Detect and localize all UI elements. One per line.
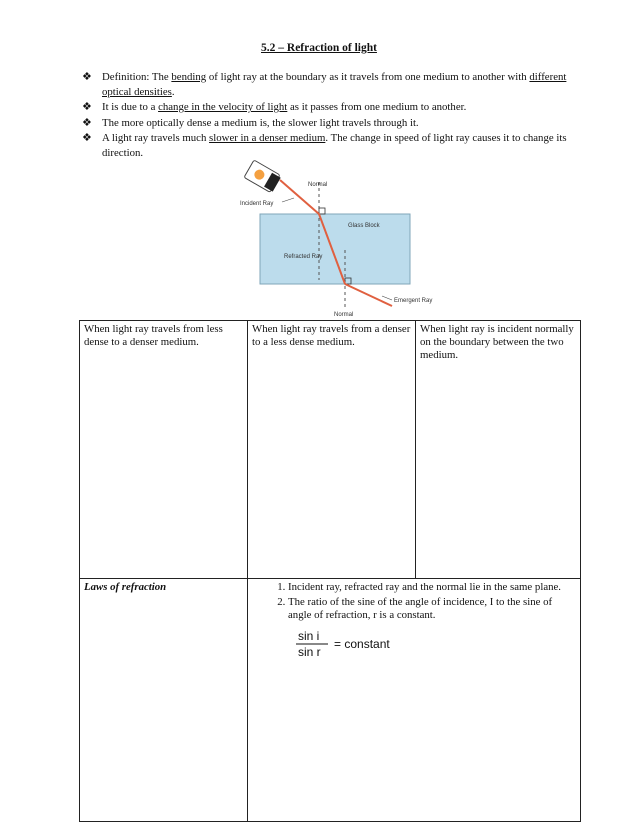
bullet-text: Definition: The — [102, 71, 172, 83]
bullet-text: . — [171, 85, 175, 98]
case-less-to-denser: When light ray travels from less dense to a denser medium. — [80, 321, 248, 579]
label-incident-ray: Incident Ray — [240, 201, 274, 207]
emergent-ray — [345, 284, 392, 306]
diamond-bullet-icon: ❖ — [82, 71, 92, 83]
bullet-underlined-text: change in the velocity of light — [158, 101, 288, 113]
diamond-bullet-icon: ❖ — [82, 101, 92, 113]
diamond-bullet-icon: ❖ — [82, 116, 92, 129]
bullet-text: of light ray at the boundary as it travels from one medium to another with — [206, 71, 530, 83]
bullet-cause — [82, 100, 582, 115]
laws-list — [252, 581, 576, 622]
laws-row — [80, 579, 581, 822]
bullet-text: It is due to a — [102, 101, 159, 113]
laws-label: Laws of refraction — [80, 579, 248, 822]
bullet-text: . The change in speed of light ray causes it to change its direction. — [102, 132, 567, 159]
bullet-underlined-text: different optical densities — [102, 71, 567, 98]
formula-denominator: sin r — [298, 645, 321, 659]
formula-numerator: sin i — [298, 629, 320, 643]
law-item: 1. Incident ray, refracted ray and the normal lie in the same plane. — [288, 581, 576, 594]
label-emergent-ray: Emergent Ray — [394, 298, 433, 304]
bullet-underlined-text: bending — [171, 71, 207, 83]
case-denser-to-less: When light ray travels from a denser to a less dense medium. — [248, 321, 416, 579]
bullet-underlined-text: slower in a denser medium — [209, 132, 326, 144]
bullet-list — [82, 70, 582, 161]
bullet-text: The more optically dense a medium is, the slower light travels through it. — [102, 116, 419, 129]
bullet-text: as it passes from one medium to another. — [287, 101, 467, 113]
snell-formula — [292, 628, 432, 660]
bullet-text: A light ray travels much — [102, 132, 210, 144]
label-normal-bottom: Normal — [334, 312, 354, 318]
refraction-diagram — [232, 150, 472, 318]
refraction-table — [79, 320, 581, 822]
label-normal-top: Normal — [308, 182, 328, 188]
bullet-definition — [82, 70, 582, 99]
laws-cell — [248, 579, 581, 822]
page-title: 5.2 – Refraction of light — [261, 42, 377, 54]
label-refracted-ray: Refracted Ray — [284, 254, 323, 260]
label-glass-block: Glass Block — [348, 223, 380, 229]
diamond-bullet-icon: ❖ — [82, 132, 92, 144]
bullet-density — [82, 116, 582, 131]
law-item: 2. The ratio of the sine of the angle of incidence, I to the sine of angle of refraction, r is a constant. — [288, 596, 576, 622]
torch-icon — [244, 160, 282, 193]
formula-rhs: = constant — [334, 637, 390, 651]
cases-row — [80, 321, 581, 579]
case-normal-incidence: When light ray is incident normally on the boundary between the two medium. — [416, 321, 581, 579]
glass-block — [260, 214, 410, 284]
